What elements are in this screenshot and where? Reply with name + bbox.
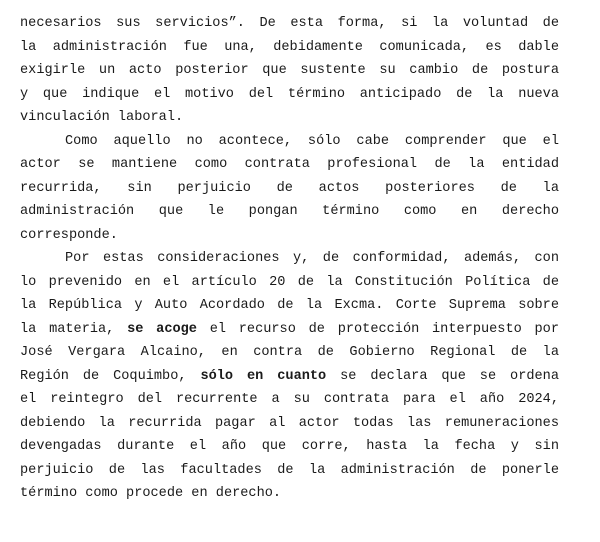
paragraph-1: [20, 12, 559, 130]
text-line: debiendo la recurrida pagar al actor todas las remuneraciones: [20, 415, 559, 431]
text-line: el reintegro del recurrente a su contrata para el año 2024,: [20, 392, 559, 407]
text-line: perjuicio de las facultades de la administración de ponerle: [20, 462, 559, 478]
text-line: corresponde.: [20, 227, 118, 243]
text-run: se declara que se ordena: [326, 368, 559, 384]
text-line: actor se mantiene como contrata profesional de la entidad: [20, 157, 559, 172]
text-run: la materia,: [20, 321, 128, 337]
text-line: vinculación laboral.: [20, 110, 184, 125]
text-run: Región de Coquimbo,: [20, 368, 201, 384]
document-page: [20, 12, 559, 506]
text-line: administración que le pongan término como en derecho: [20, 204, 559, 219]
text-line: la administración fue una, debidamente comunicada, es dable: [20, 39, 559, 55]
text-line: José Vergara Alcaino, en contra de Gobierno Regional de la: [20, 345, 559, 360]
text-run: el recurso de protección interpuesto por: [196, 321, 559, 337]
paragraph-2: [20, 130, 559, 248]
text-line: recurrida, sin perjuicio de actos posteriores de la: [20, 180, 559, 196]
text-line: la República y Auto Acordado de la Excma. Corte Suprema sobre: [20, 298, 559, 313]
text-line: lo prevenido en el artículo 20 de la Constitución Política de: [20, 274, 559, 290]
text-line: término como procede en derecho.: [20, 486, 282, 501]
text-line: [20, 318, 559, 342]
bold-text-se-acoge: se acoge: [127, 321, 197, 337]
text-line: y que indique el motivo del término anticipado de la nueva: [20, 86, 559, 102]
text-line: [20, 365, 559, 389]
text-line: devengadas durante el año que corre, hasta la fecha y sin: [20, 439, 559, 454]
paragraph-3: [20, 247, 559, 506]
text-line: Por estas consideraciones y, de conformidad, además, con: [65, 251, 559, 266]
text-line: necesarios sus servicios”. De esta forma, si la voluntad de: [20, 16, 559, 31]
text-line: exigirle un acto posterior que sustente su cambio de postura: [20, 63, 559, 78]
bold-text-solo-en-cuanto: sólo en cuanto: [200, 368, 327, 384]
text-line: Como aquello no acontece, sólo cabe comprender que el: [65, 133, 559, 149]
